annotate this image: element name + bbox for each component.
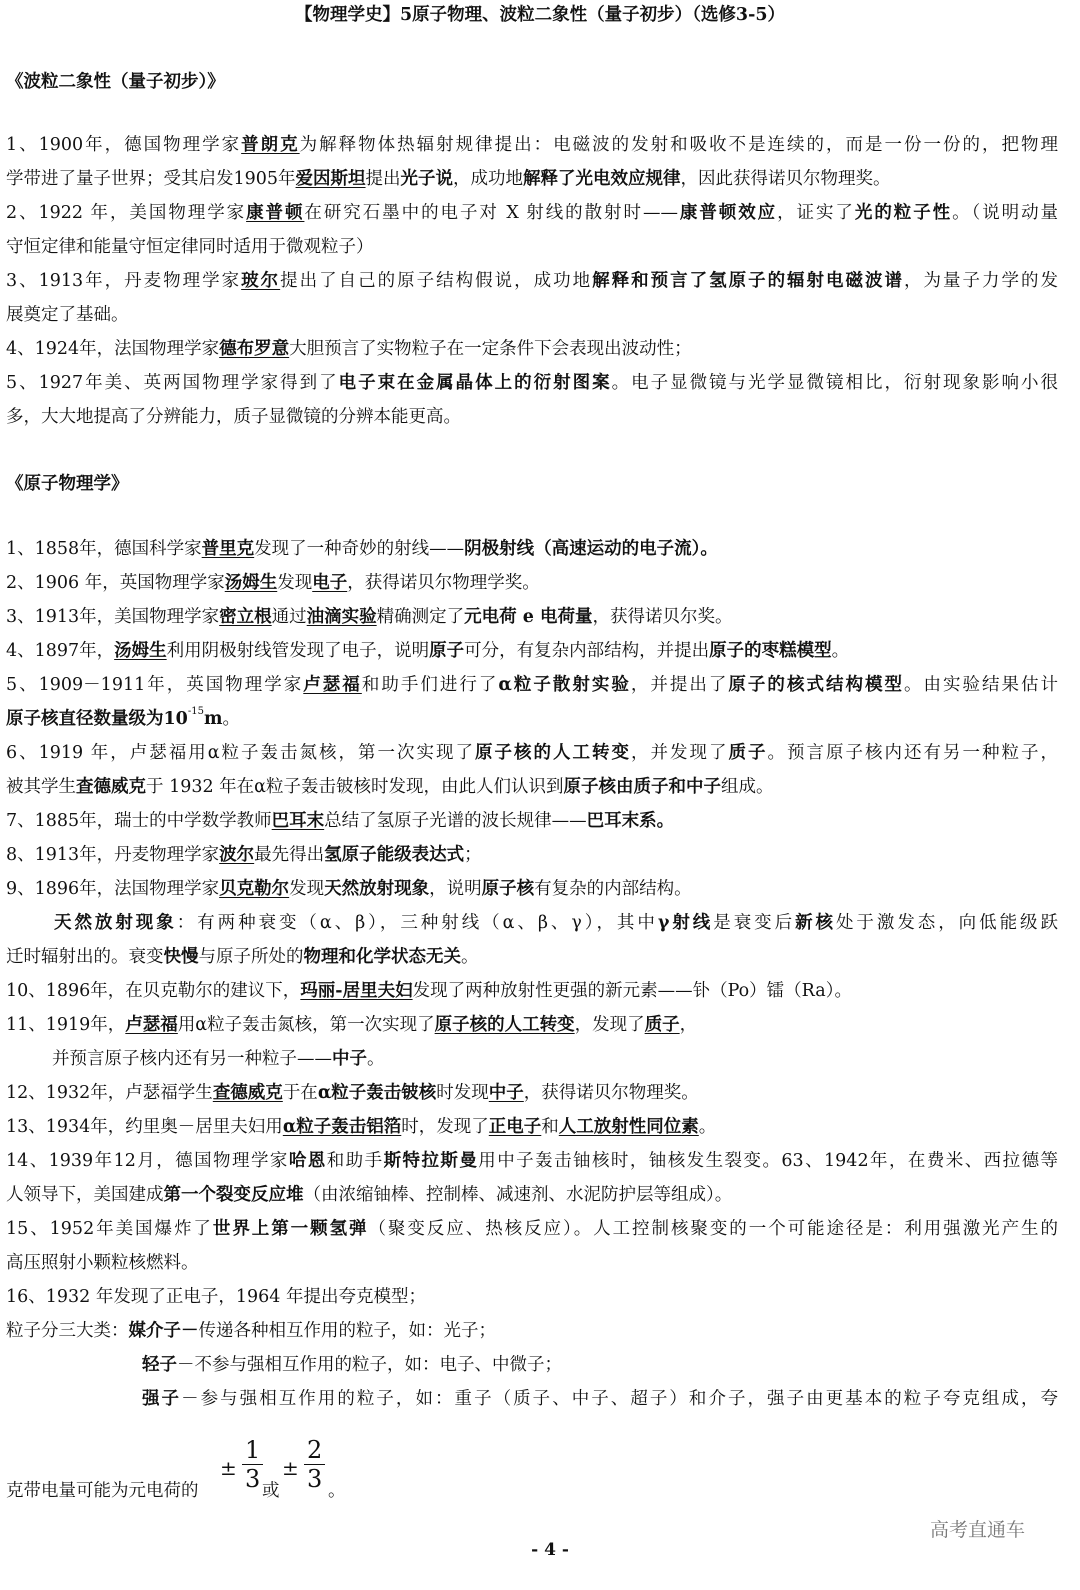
text-line: 展奠定了基础。: [6, 305, 129, 325]
text-line: 强子－参与强相互作用的粒子，如：重子（质子、中子、超子）和介子，强子由更基本的粒子夸克组成，夸: [142, 1389, 1058, 1409]
text-line: 7、1885年，瑞士的中学数学教师巴耳末总结了氢原子光谱的波长规律——巴耳末系。: [6, 811, 675, 831]
text-line: 人领导下，美国建成第一个裂变反应堆（由浓缩铀棒、控制棒、减速剂、水泥防护层等组成）。: [6, 1185, 733, 1205]
page-title: 【物理学史】5原子物理、波粒二象性（量子初步）（选修3-5）: [294, 5, 786, 25]
text-line: 5、1927年美、英两国物理学家得到了电子束在金属晶体上的衍射图案。电子显微镜与光学显微镜相比，衍射现象影响小很: [6, 373, 1058, 393]
text-line: 多，大大地提高了分辨能力，质子显微镜的分辨本能更高。: [6, 407, 461, 427]
text-line: 9、1896年，法国物理学家贝克勒尔发现天然放射现象，说明原子核有复杂的内部结构。: [6, 879, 692, 899]
text-line: 8、1913年，丹麦物理学家波尔最先得出氢原子能级表达式；: [6, 845, 482, 865]
text-line: 12、1932年，卢瑟福学生查德威克于在α粒子轰击铍核时发现中子，获得诺贝尔物理奖。: [6, 1083, 699, 1103]
text-line: 14、1939年12月，德国物理学家哈恩和助手斯特拉斯曼用中子轰击铀核时，铀核发生裂变。63、1942年，在费米、西拉德等: [6, 1151, 1058, 1171]
text-line: 天然放射现象：有两种衰变（α、β），三种射线（α、β、γ），其中γ射线是衰变后新核处于激发态，向低能级跃: [54, 913, 1058, 933]
text-line: 3、1913年，美国物理学家密立根通过油滴实验精确测定了元电荷 e 电荷量，获得诺贝尔奖。: [6, 607, 733, 627]
section1-body: [6, 128, 1058, 434]
text-line: 16、1932 年发现了正电子，1964 年提出夸克模型；: [6, 1287, 426, 1307]
text-line: 1、1900年，德国物理学家普朗克为解释物体热辐射规律提出：电磁波的发射和吸收不是连续的，而是一份一份的，把物理: [6, 135, 1058, 155]
text-line: 11、1919年，卢瑟福用α粒子轰击氮核，第一次实现了原子核的人工转变，发现了质子，: [6, 1015, 698, 1035]
text-line: 10、1896年，在贝克勒尔的建议下，玛丽-居里夫妇发现了两种放射性更强的新元素——钋（Po）镭（Ra）。: [6, 981, 852, 1001]
text-line: 学带进了量子世界；受其启发1905年爱因斯坦提出光子说，成功地解释了光电效应规律，因此获得诺贝尔物理奖。: [6, 169, 891, 189]
text-line: 被其学生查德威克于 1932 年在α粒子轰击铍核时发现，由此人们认识到原子核由质子和中子组成。: [6, 777, 774, 797]
section2-body: [6, 532, 1058, 1416]
watermark: 高考直通车: [930, 1519, 1026, 1541]
fraction-sentence: 克带电量可能为元电荷的 ± 1 3 或 ± 2 3 。: [6, 1436, 346, 1501]
fraction-two-thirds: ± 2 3: [304, 1436, 325, 1493]
text-line: 2、1922 年，美国物理学家康普顿在研究石墨中的电子对 X 射线的散射时——康普顿效应，证实了光的粒子性。（说明动量: [6, 203, 1058, 223]
fraction-one-third: ± 1 3: [242, 1436, 263, 1493]
text-line: 并预言原子核内还有另一种粒子——中子。: [52, 1049, 385, 1069]
text-line: 高压照射小颗粒核燃料。: [6, 1253, 199, 1273]
text-line: 5、1909－1911年，英国物理学家卢瑟福和助手们进行了α粒子散射实验，并提出了原子的核式结构模型。由实验结果估计: [6, 675, 1058, 695]
text-line: 15、1952年美国爆炸了世界上第一颗氢弹（聚变反应、热核反应）。人工控制核聚变的一个可能途径是：利用强激光产生的: [6, 1219, 1058, 1239]
section-heading-wave-particle: 《波粒二象性（量子初步）》: [6, 72, 225, 92]
exponent: -15: [187, 706, 204, 717]
text-line: 守恒定律和能量守恒定律同时适用于微观粒子）: [6, 237, 374, 257]
text-line: 4、1897年，汤姆生利用阴极射线管发现了电子，说明原子可分，有复杂内部结构，并提出原子的枣糕模型。: [6, 641, 850, 661]
text-line: 4、1924年，法国物理学家德布罗意大胆预言了实物粒子在一定条件下会表现出波动性；: [6, 339, 692, 359]
text-line: 3、1913年，丹麦物理学家玻尔提出了自己的原子结构假说，成功地解释和预言了氢原子的辐射电磁波谱，为量子力学的发: [6, 271, 1058, 291]
section-heading-atomic-physics: 《原子物理学》: [6, 474, 129, 494]
text-line: 轻子－不参与强相互作用的粒子，如：电子、中微子；: [142, 1355, 562, 1375]
text-line: 13、1934年，约里奥－居里夫妇用α粒子轰击铝箔时，发现了正电子和人工放射性同位素。: [6, 1117, 717, 1137]
text-line: 1、1858年，德国科学家普里克发现了一种奇妙的射线——阴极射线（高速运动的电子流）。: [6, 539, 718, 559]
text-line: 粒子分三大类：媒介子－传递各种相互作用的粒子，如：光子；: [6, 1321, 496, 1341]
text-line: 6、1919 年，卢瑟福用α粒子轰击氮核，第一次实现了原子核的人工转变，并发现了质子。预言原子核内还有另一种粒子，: [6, 743, 1058, 763]
text-line: 原子核直径数量级为$10^{-15}m$。: [6, 706, 240, 729]
page-number: - 4 -: [531, 1540, 569, 1560]
text-line: 迁时辐射出的。衰变快慢与原子所处的物理和化学状态无关。: [6, 947, 479, 967]
text-line: 2、1906 年，英国物理学家汤姆生发现电子，获得诺贝尔物理学奖。: [6, 573, 540, 593]
